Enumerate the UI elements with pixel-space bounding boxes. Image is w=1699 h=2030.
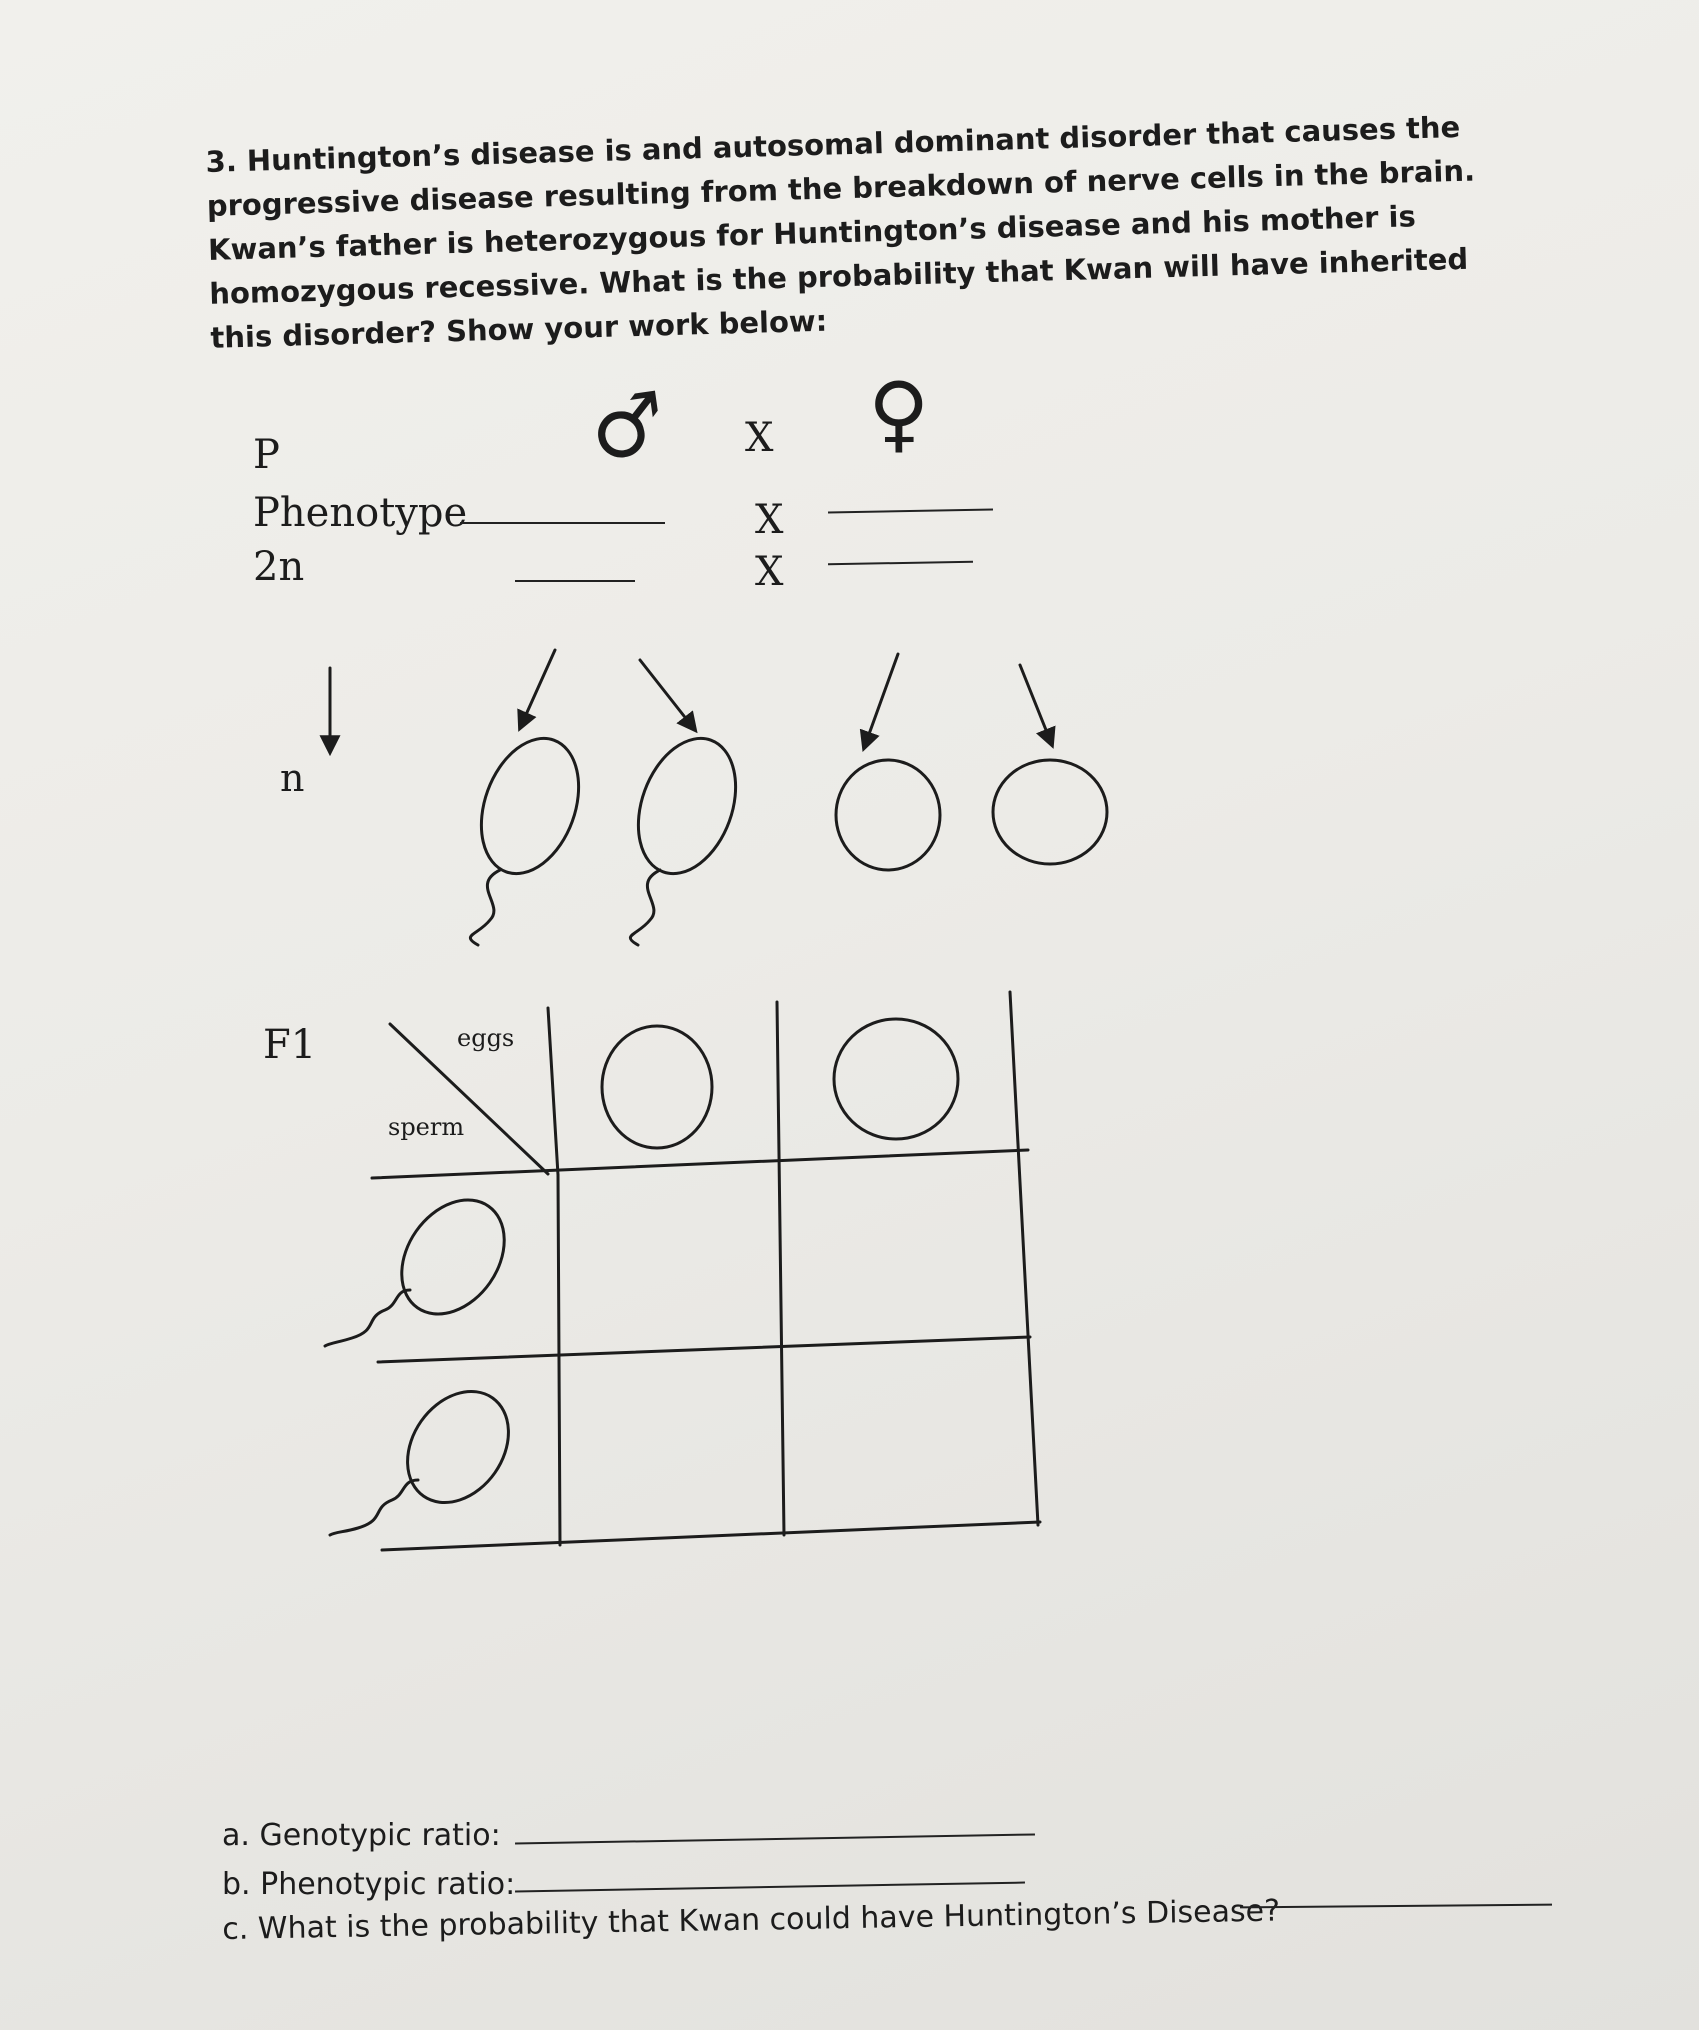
punnett-grid <box>372 992 1040 1550</box>
cross-symbol-top: X <box>745 415 774 461</box>
phenotype-label: Phenotype <box>253 490 468 536</box>
sperm-icon <box>464 725 596 945</box>
egg-icon <box>834 1019 958 1139</box>
sperm-icon <box>621 725 753 945</box>
male-symbol: ♂ <box>583 373 672 481</box>
arrow-sperm-1-icon <box>520 650 555 728</box>
cross-symbol-phenotype: X <box>755 497 784 543</box>
diploid-label: 2n <box>253 544 305 590</box>
egg-icon <box>993 760 1107 864</box>
egg-icon <box>836 760 940 870</box>
eggs-label: eggs <box>457 1024 515 1052</box>
genotypic-ratio-label: a. Genotypic ratio: <box>222 1818 501 1853</box>
p-label: P <box>253 432 280 478</box>
female-symbol: ♀ <box>868 364 930 462</box>
sperm-label: sperm <box>388 1113 465 1141</box>
probability-question: c. What is the probability that Kwan could have Huntington’s Disease? <box>222 1893 1281 1947</box>
f1-label: F1 <box>263 1022 317 1068</box>
haploid-label: n <box>280 756 305 800</box>
arrow-egg-1-icon <box>864 654 898 748</box>
sperm-icon <box>330 1372 529 1535</box>
phenotypic-ratio-label: b. Phenotypic ratio: <box>222 1867 516 1902</box>
arrow-egg-2-icon <box>1020 665 1052 745</box>
cross-symbol-genotype: X <box>755 549 784 595</box>
sperm-icon <box>325 1180 525 1346</box>
arrow-sperm-2-icon <box>640 660 695 730</box>
question-text: 3. Huntington’s disease is and autosomal dominant disorder that causes the progressive disease resulting from the breakdown of nerve cells in the brain. Kwan’s father is heterozygous for Huntington’s disease and his mother is homozygous recessive. What is the probability that Kwan will have inherited this disorder? Show your work below: <box>205 109 1476 355</box>
egg-icon <box>602 1026 712 1148</box>
